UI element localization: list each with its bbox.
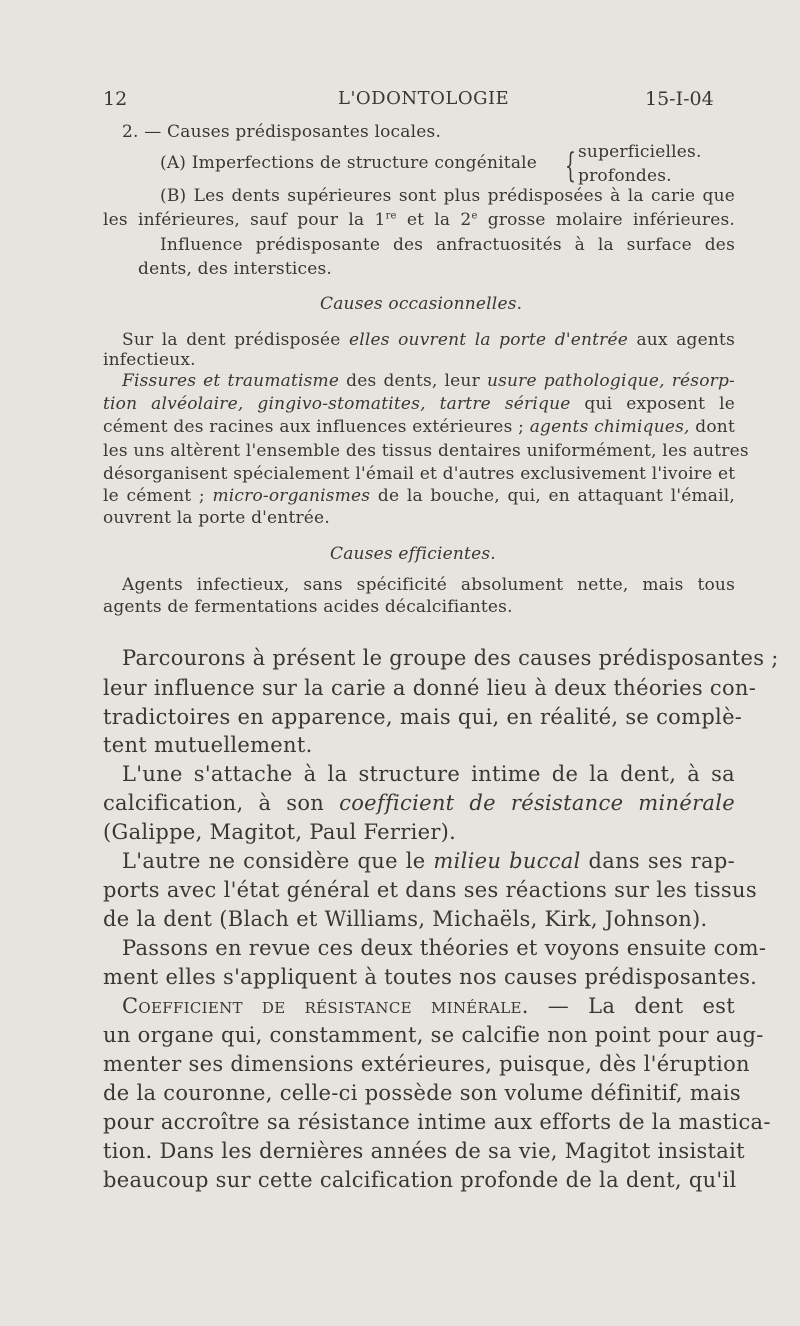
fissures-line-5: désorganisent spécialement l'émail et d'autres exclusivement l'ivoire et [103, 464, 736, 484]
body-p5-line-3: menter ses dimensions extérieures, puisque, dès l'éruption [103, 1052, 750, 1076]
outline-influence-line-1: Influence prédisposante des anfractuosités à la surface des [160, 235, 735, 255]
issue-date: 15-I-04 [645, 88, 714, 110]
efficient-line-1: Agents infectieux, sans spécificité absolument nette, mais tous [122, 575, 735, 595]
body-p5-line-5: pour accroître sa résistance intime aux efforts de la mastica- [103, 1110, 771, 1134]
body-p4-line-1: Passons en revue ces deux théories et voyons ensuite com- [122, 936, 767, 960]
body-p1-line-4: tent mutuellement. [103, 733, 313, 757]
body-p1-line-2: leur influence sur la carie a donné lieu à deux théories con- [103, 676, 757, 700]
body-p2-line-2: calcification, à son coefficient de résistance minérale [103, 791, 735, 815]
outline-a-label: (A) Imperfections de structure congénitale [160, 153, 538, 173]
body-p5-line-6: tion. Dans les dernières années de sa vie, Magitot insistait [103, 1139, 745, 1163]
body-p2-line-1: L'une s'attache à la structure intime de la dent, à sa [122, 762, 735, 786]
fissures-line-1: Fissures et traumatisme des dents, leur usure pathologique, résorp- [122, 371, 736, 391]
fissures-line-6: le cément ; micro-organismes de la bouche, qui, en attaquant l'émail, [103, 486, 735, 506]
body-p3-line-1: L'autre ne considère que le milieu buccal dans ses rap- [122, 849, 735, 873]
fissures-line-4: les uns altèrent l'ensemble des tissus dentaires uniformément, les autres [103, 441, 749, 461]
efficient-line-2: agents de fermentations acides décalcifiantes. [103, 597, 513, 617]
page-number: 12 [103, 88, 128, 110]
body-p5-line-1: Coefficient de résistance minérale. — La dent est [122, 994, 735, 1018]
outline-b-line-2: les inférieures, sauf pour la 1re et la 2e grosse molaire inférieures. [103, 210, 736, 230]
body-p1-line-3: tradictoires en apparence, mais qui, en réalité, se complè- [103, 705, 743, 729]
section-heading: Coefficient de résistance minérale. [122, 994, 529, 1018]
outline-a-option-superficial: superficielles. [578, 142, 702, 162]
brace-icon: { [565, 146, 576, 186]
fissures-line-3: cément des racines aux influences extérieures ; agents chimiques, dont [103, 417, 735, 437]
occasional-line-2: infectieux. [103, 350, 196, 370]
body-p5-line-2: un organe qui, constamment, se calcifie non point pour aug- [103, 1023, 764, 1047]
body-p5-line-7: beaucoup sur cette calcification profonde de la dent, qu'il [103, 1168, 737, 1192]
running-title: L'ODONTOLOGIE [338, 88, 510, 109]
fissures-line-2: tion alvéolaire, gingivo-stomatites, tartre sérique qui exposent le [103, 394, 735, 414]
fissures-line-7: ouvrent la porte d'entrée. [103, 508, 330, 528]
body-p3-line-3: de la dent (Blach et Williams, Michaëls, Kirk, Johnson). [103, 907, 708, 931]
outline-influence-line-2: dents, des interstices. [138, 259, 333, 279]
body-p3-line-2: ports avec l'état général et dans ses réactions sur les tissus [103, 878, 757, 902]
body-p2-line-3: (Galippe, Magitot, Paul Ferrier). [103, 820, 457, 844]
body-p1-line-1: Parcourons à présent le groupe des causes prédisposantes ; [122, 646, 779, 670]
body-p5-line-4: de la couronne, celle-ci possède son volume définitif, mais [103, 1081, 741, 1105]
outline-b-line-1: (B) Les dents supérieures sont plus prédisposées à la carie que [160, 186, 735, 206]
outline-a-option-deep: profondes. [578, 166, 672, 186]
heading-causes-efficientes: Causes efficientes. [330, 544, 496, 564]
occasional-line-1: Sur la dent prédisposée elles ouvrent la porte d'entrée aux agents [122, 330, 735, 350]
heading-causes-occasionnelles: Causes occasionnelles. [320, 294, 523, 314]
body-p4-line-2: ment elles s'appliquent à toutes nos causes prédisposantes. [103, 965, 758, 989]
outline-item-2: 2. — Causes prédisposantes locales. [122, 122, 442, 142]
